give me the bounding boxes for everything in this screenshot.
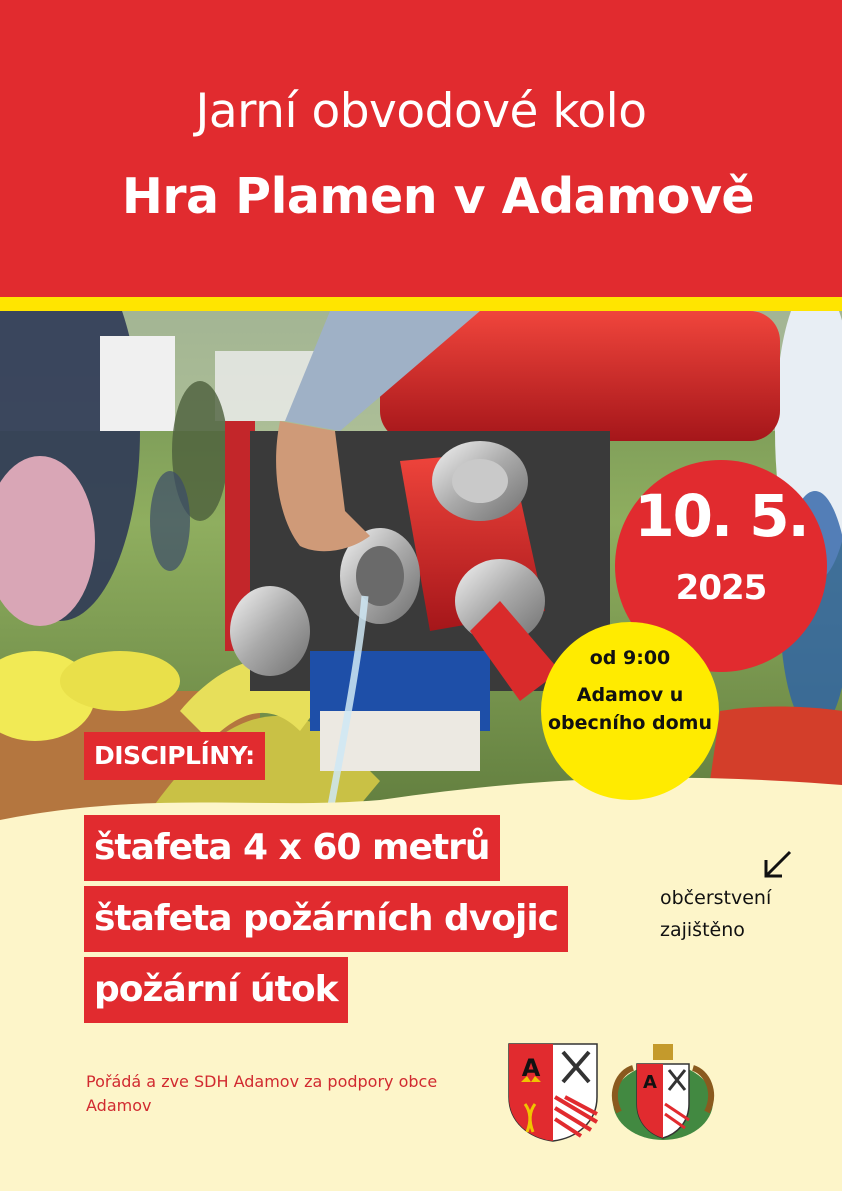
refreshment-note: občerstvení zajištěno	[660, 887, 772, 941]
discipline-item: štafeta 4 x 60 metrů	[84, 815, 500, 881]
discipline-item: štafeta požárních dvojic	[84, 886, 568, 952]
adamov-coat-of-arms-icon	[507, 1042, 599, 1142]
svg-text:A: A	[643, 1072, 657, 1093]
event-year: 2025	[675, 568, 767, 608]
event-subtitle: Jarní obvodové kolo	[195, 84, 647, 139]
arrow-down-left-icon	[760, 848, 794, 882]
event-time: od 9:00	[589, 647, 671, 669]
event-date: 10. 5.	[634, 482, 808, 550]
header-banner	[0, 0, 842, 297]
disciplines-label: DISCIPLÍNY:	[84, 732, 265, 780]
svg-text:A: A	[521, 1054, 541, 1082]
discipline-item: požární útok	[84, 957, 348, 1023]
event-title: Hra Plamen v Adamově	[121, 168, 755, 225]
location-badge	[541, 622, 719, 800]
sdh-adamov-logo-icon	[609, 1042, 717, 1142]
yellow-stripe	[0, 297, 842, 311]
event-place: Adamov u obecního domu	[547, 684, 712, 734]
organizer-note: Pořádá a zve SDH Adamov za podpory obce Adamov	[86, 1072, 438, 1115]
